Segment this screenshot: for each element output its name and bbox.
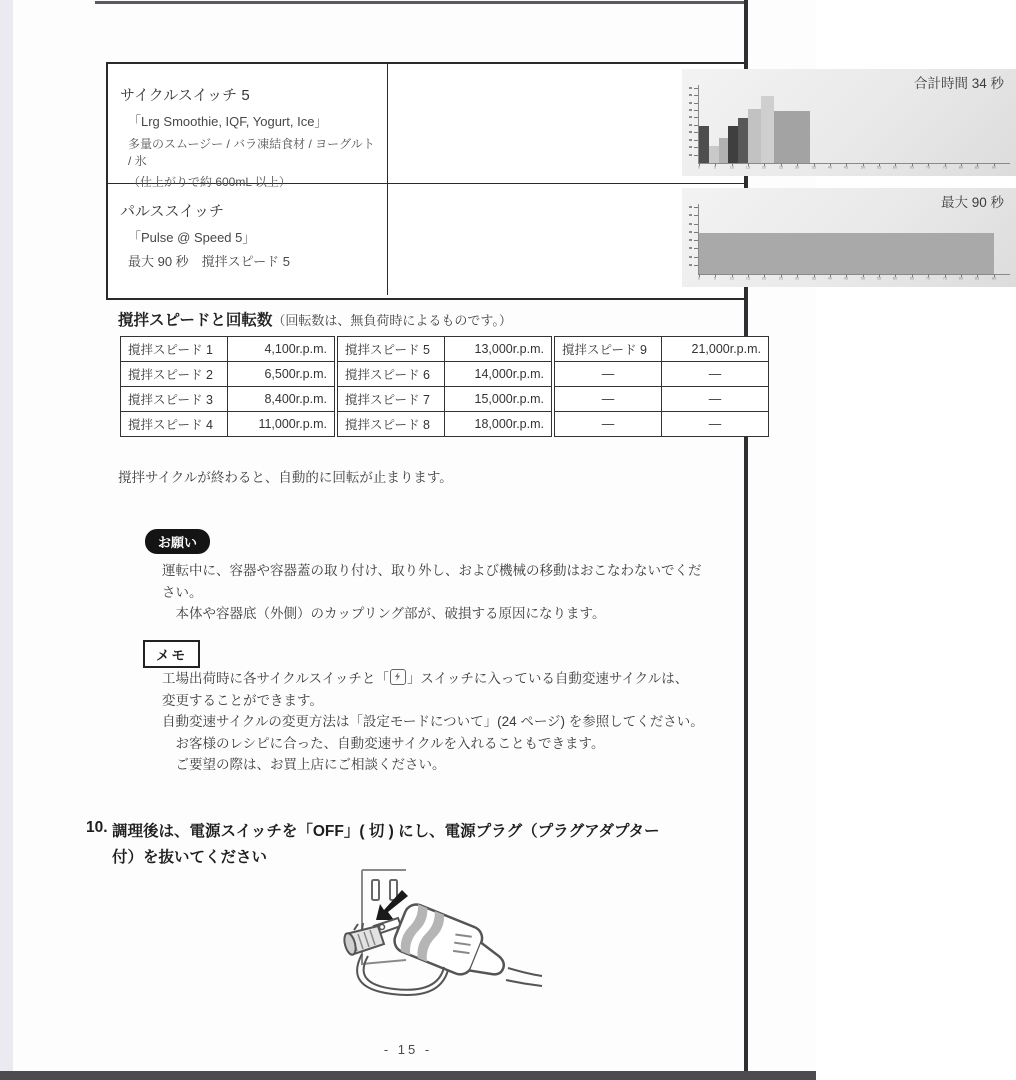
y-axis-tick [694,103,698,104]
page-number: - 15 - [383,1042,433,1057]
pulse-row-chart-cell [388,184,1004,295]
x-axis-tick-label: 40 [827,165,833,170]
cycle-switch-5-programs: 「Lrg Smoothie, IQF, Yogurt, Ice」 [128,114,328,129]
x-axis-tick-label: 35 [811,165,816,170]
x-axis-tick-label: 80 [958,276,964,281]
cycle-switch-table [106,62,1004,300]
speed-table-cell: 撹拌スピード 8 [336,412,445,437]
pulse-speed-chart [682,188,1016,287]
x-axis-tick-label: 90 [991,165,996,170]
y-axis-tick [694,248,698,249]
memo-line-1-post: 」スイッチに入っている自動変速サイクルは、 [406,671,689,686]
speed-table-row-1 [121,337,769,362]
speed-table-cell: 14,000r.p.m. [445,362,554,387]
speed-table-cell: — [553,387,662,412]
x-axis-tick-label: 65 [909,165,915,170]
x-axis-tick-label: 25 [778,165,784,170]
speed-table-cell: 8,400r.p.m. [228,387,337,412]
speed-bar [699,233,994,274]
cycle-row-5-chart-cell [388,64,1004,183]
x-axis-tick-label: 20 [762,276,767,281]
memo-line-5: ご要望の際は、お買上店にご相談ください。 [162,757,446,772]
memo-badge: メモ [143,640,200,668]
step-10-line-2: 付）を抜いてください [112,849,268,866]
cycle-end-note: 撹拌サイクルが終わると、自動的に回転が止まります。 [118,470,453,485]
y-axis-tick [694,140,698,141]
x-axis-tick-label: 70 [925,165,931,170]
x-axis-tick-label: 0 [697,276,701,281]
memo-line-2: 変更することができます。 [162,692,323,708]
x-axis-tick-label: 75 [942,165,947,170]
step-10-line-1: 調理後は、電源スイッチを「OFF」( 切 ) にし、電源プラグ（プラグアダプター [112,823,660,840]
speed-table-cell: 撹拌スピード 2 [121,362,228,387]
x-axis-tick-label: 45 [844,276,849,281]
chart-plot-area [697,85,1010,170]
cycle-switch-5-capacity: （仕上がりで約 600mL 以上） [128,175,291,189]
y-axis-tick [694,215,698,216]
speed-table-cell: 撹拌スピード 7 [336,387,445,412]
x-axis-tick-label: 5 [714,276,717,281]
memo-line-1 [162,668,704,690]
pulse-switch-program: 「Pulse @ Speed 5」 [128,230,256,245]
y-axis-tick [694,240,698,241]
scan-edge-bottom [0,1071,816,1080]
cycle-row-pulse [108,184,1004,295]
memo-line-3: 自動変速サイクルの変更方法は「設定モードについて」(24 ページ) を参照してください。 [162,714,704,729]
speed-bar [761,96,774,163]
speed-heading-title: 撹拌スピードと回転数 [118,312,273,329]
memo-line-4: お客様のレシピに合った、自動変速サイクルを入れることもできます。 [162,735,605,751]
x-axis-tick-label: 35 [811,276,816,281]
speed-table-cell: — [662,412,769,437]
speed-bar [728,126,738,163]
request-line-2: さい。 [162,584,203,600]
cycle-switch-5-desc: 多量のスムージー / バラ凍結食材 / ヨーグルト / 氷 [128,137,375,168]
y-axis-tick [694,88,698,89]
speed-bar [719,138,729,163]
speed-table-row-2 [121,362,769,387]
scan-edge-top [95,1,748,4]
y-axis-tick [694,232,698,233]
unplug-power-plug-illustration [302,868,542,1018]
cycle-row-5 [108,64,1004,189]
x-axis-tick-label: 70 [925,276,931,281]
speed-rpm-table [120,336,769,437]
y-axis-tick [694,147,698,148]
y-axis-tick [694,155,698,156]
x-axis-tick-label: 55 [876,165,882,170]
y-axis-tick [694,125,698,126]
y-axis-tick [694,257,698,258]
speed-table-row-4 [121,412,769,437]
x-axis-tick-label: 45 [844,165,849,170]
y-axis-tick [694,265,698,266]
x-axis-tick-label: 50 [860,165,865,170]
x-axis-tick-label: 85 [975,276,980,281]
x-axis-tick-label: 60 [893,165,898,170]
pulse-row-description [108,184,388,295]
step-10-instruction [112,819,742,871]
speed-bar [709,146,719,163]
y-axis-tick [694,117,698,118]
step-10-number: 10. [86,819,108,836]
x-axis-tick-label: 15 [745,276,751,281]
speed-bar [774,111,810,163]
x-axis-tick-label: 50 [860,276,865,281]
x-axis-tick-label: 0 [697,165,701,170]
speed-section-heading [118,308,512,330]
y-axis-tick [694,207,698,208]
speed-table-cell: 6,500r.p.m. [228,362,337,387]
speed-table-cell: 18,000r.p.m. [445,412,554,437]
x-axis-tick-label: 30 [794,276,800,281]
x-axis-tick-label: 80 [958,165,964,170]
x-axis-tick-label: 40 [827,276,833,281]
chart-max-time-label: 最大 90 秒 [940,195,1004,210]
pulse-switch-icon [390,669,406,685]
x-axis-tick-label: 15 [745,165,751,170]
speed-bar [748,109,761,163]
y-axis-tick [694,132,698,133]
scan-edge-left [0,0,13,1080]
memo-line-1-pre: 工場出荷時に各サイクルスイッチと「 [162,671,389,686]
request-badge: お願い [145,529,210,554]
pulse-switch-desc: 最大 90 秒 撹拌スピード 5 [128,254,291,269]
speed-table-cell: 撹拌スピード 9 [553,337,662,362]
x-axis-tick-label: 10 [729,276,734,281]
speed-table-cell: — [662,362,769,387]
speed-table-cell: 21,000r.p.m. [662,337,769,362]
chart-total-time-label: 合計時間 34 秒 [913,76,1004,91]
speed-bar [738,118,748,163]
x-axis-tick-label: 20 [762,165,767,170]
x-axis-tick-label: 85 [975,165,980,170]
y-axis-tick [694,224,698,225]
x-axis-tick-label: 25 [778,276,784,281]
speed-table-cell: — [553,412,662,437]
speed-table-cell: — [553,362,662,387]
x-axis-tick-label: 10 [729,165,734,170]
y-axis-tick [694,110,698,111]
x-axis-tick-label: 65 [909,276,915,281]
speed-table-cell: 15,000r.p.m. [445,387,554,412]
cycle-row-5-description [108,64,388,189]
chart-plot-area [697,204,1010,281]
x-axis-tick-label: 60 [893,276,898,281]
speed-table-cell: 撹拌スピード 1 [121,337,228,362]
speed-table-cell: 4,100r.p.m. [228,337,337,362]
y-axis-tick [694,95,698,96]
speed-table-cell: 撹拌スピード 5 [336,337,445,362]
speed-table-cell: 11,000r.p.m. [228,412,337,437]
memo-text [162,668,704,776]
x-axis-tick-label: 75 [942,276,947,281]
request-line-3: 本体や容器底（外側）のカップリング部が、破損する原因になります。 [162,606,606,621]
speed-table-cell: — [662,387,769,412]
speed-table-row-3 [121,387,769,412]
x-axis-tick-label: 90 [991,276,996,281]
speed-bar [699,126,709,163]
speed-table-cell: 撹拌スピード 6 [336,362,445,387]
x-axis-tick-label: 55 [876,276,882,281]
speed-heading-note: （回転数は、無負荷時によるものです。） [272,313,512,328]
speed-table-cell: 撹拌スピード 4 [121,412,228,437]
x-axis-tick-label: 5 [714,165,717,170]
pulse-switch-title: パルススイッチ [120,203,224,220]
request-text [162,560,701,625]
request-line-1: 運転中に、容器や容器蓋の取り付け、取り外し、および機械の移動はおこなわないでくだ [162,563,702,578]
speed-table-cell: 13,000r.p.m. [445,337,554,362]
cycle-5-speed-chart [682,69,1016,176]
speed-table-cell: 撹拌スピード 3 [121,387,228,412]
cycle-switch-5-title: サイクルスイッチ 5 [120,87,250,104]
x-axis-tick-label: 30 [794,165,800,170]
